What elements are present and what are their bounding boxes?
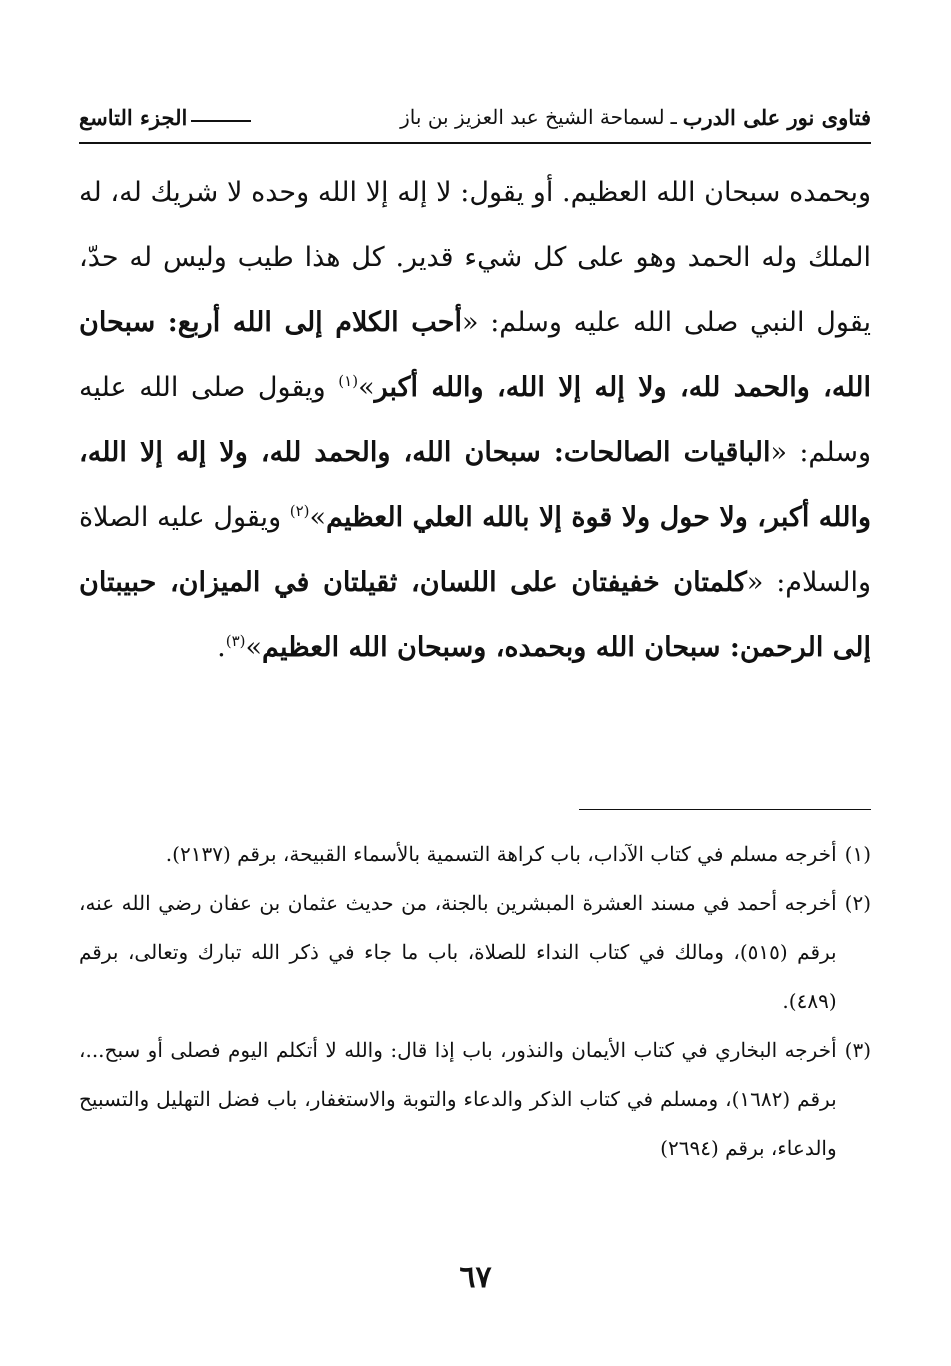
quote-close: »	[358, 372, 375, 403]
text-segment: ويقول عليه الصلاة والسلام: «	[79, 502, 871, 598]
footnote-text: أخرجه البخاري في كتاب الأيمان والنذور، باب إذا قال: والله لا أتكلم اليوم فصلى أو سبح...، برقم (١٦٨٢)، ومسلم في كتاب الذكر والدعاء والتوبة والاستغفار، باب فضل التهليل والتسبيح والدعاء، برقم (٢٦٩٤)	[79, 1038, 837, 1160]
header-rule	[79, 142, 871, 144]
text-end: .	[217, 632, 226, 663]
quote-close: »	[309, 502, 327, 533]
footnote-number: (٢)	[844, 891, 871, 915]
main-text	[79, 160, 871, 680]
title-separator: ـ	[670, 105, 677, 129]
volume-rule	[191, 120, 251, 122]
footnote-text: أخرجه مسلم في كتاب الآداب، باب كراهة التسمية بالأسماء القبيحة، برقم (٢١٣٧).	[165, 842, 837, 866]
quote-close: »	[245, 632, 263, 663]
hadith-quote-1: أحب الكلام إلى الله أربع: سبحان الله، والحمد لله، ولا إله إلا الله، والله أكبر	[79, 307, 871, 403]
running-head-volume-group	[79, 105, 255, 130]
footnote	[79, 830, 871, 879]
footnotes	[79, 830, 871, 1173]
text-segment: وبحمده سبحان الله العظيم. أو يقول: لا إله إلا الله وحده لا شريك له، له الملك وله الحمد وهو على كل شيء قدير. كل هذا طيب وليس له حدّ، يقول النبي صلى الله عليه وسلم: «	[79, 177, 871, 338]
footnote-ref-2: (٢)	[289, 502, 310, 520]
footnote	[79, 1026, 871, 1173]
footnote-text: أخرجه أحمد في مسند العشرة المبشرين بالجنة، من حديث عثمان بن عفان رضي الله عنه، برقم (٥١٥)، ومالك في كتاب النداء للصلاة، باب ما جاء في ذكر الله تبارك وتعالى، برقم (٤٨٩).	[79, 891, 837, 1013]
book-title: فتاوى نور على الدرب	[682, 104, 871, 130]
volume-label: الجزء التاسع	[79, 104, 188, 130]
page-number: ٦٧	[459, 1260, 492, 1295]
paragraph	[79, 160, 871, 680]
hadith-quote-2: الباقيات الصالحات: سبحان الله، والحمد لله، ولا إله إلا الله، والله أكبر، ولا حول ولا قوة إلا بالله العلي العظيم	[79, 437, 871, 533]
author-name: لسماحة الشيخ عبد العزيز بن باز	[400, 105, 665, 129]
running-head	[79, 97, 871, 137]
text-segment: ويقول صلى الله عليه وسلم: «	[79, 372, 871, 468]
hadith-quote-3: كلمتان خفيفتان على اللسان، ثقيلتان في الميزان، حبيبتان إلى الرحمن: سبحان الله وبحمده، وسبحان الله العظيم	[79, 567, 871, 663]
footnote-number: (١)	[844, 842, 871, 866]
footnote-separator	[579, 809, 871, 810]
footnote-ref-3: (٣)	[225, 632, 246, 650]
footnote	[79, 879, 871, 1026]
running-head-title-group	[400, 105, 871, 130]
footnote-ref-1: (١)	[338, 372, 359, 390]
footnote-number: (٣)	[844, 1038, 871, 1062]
